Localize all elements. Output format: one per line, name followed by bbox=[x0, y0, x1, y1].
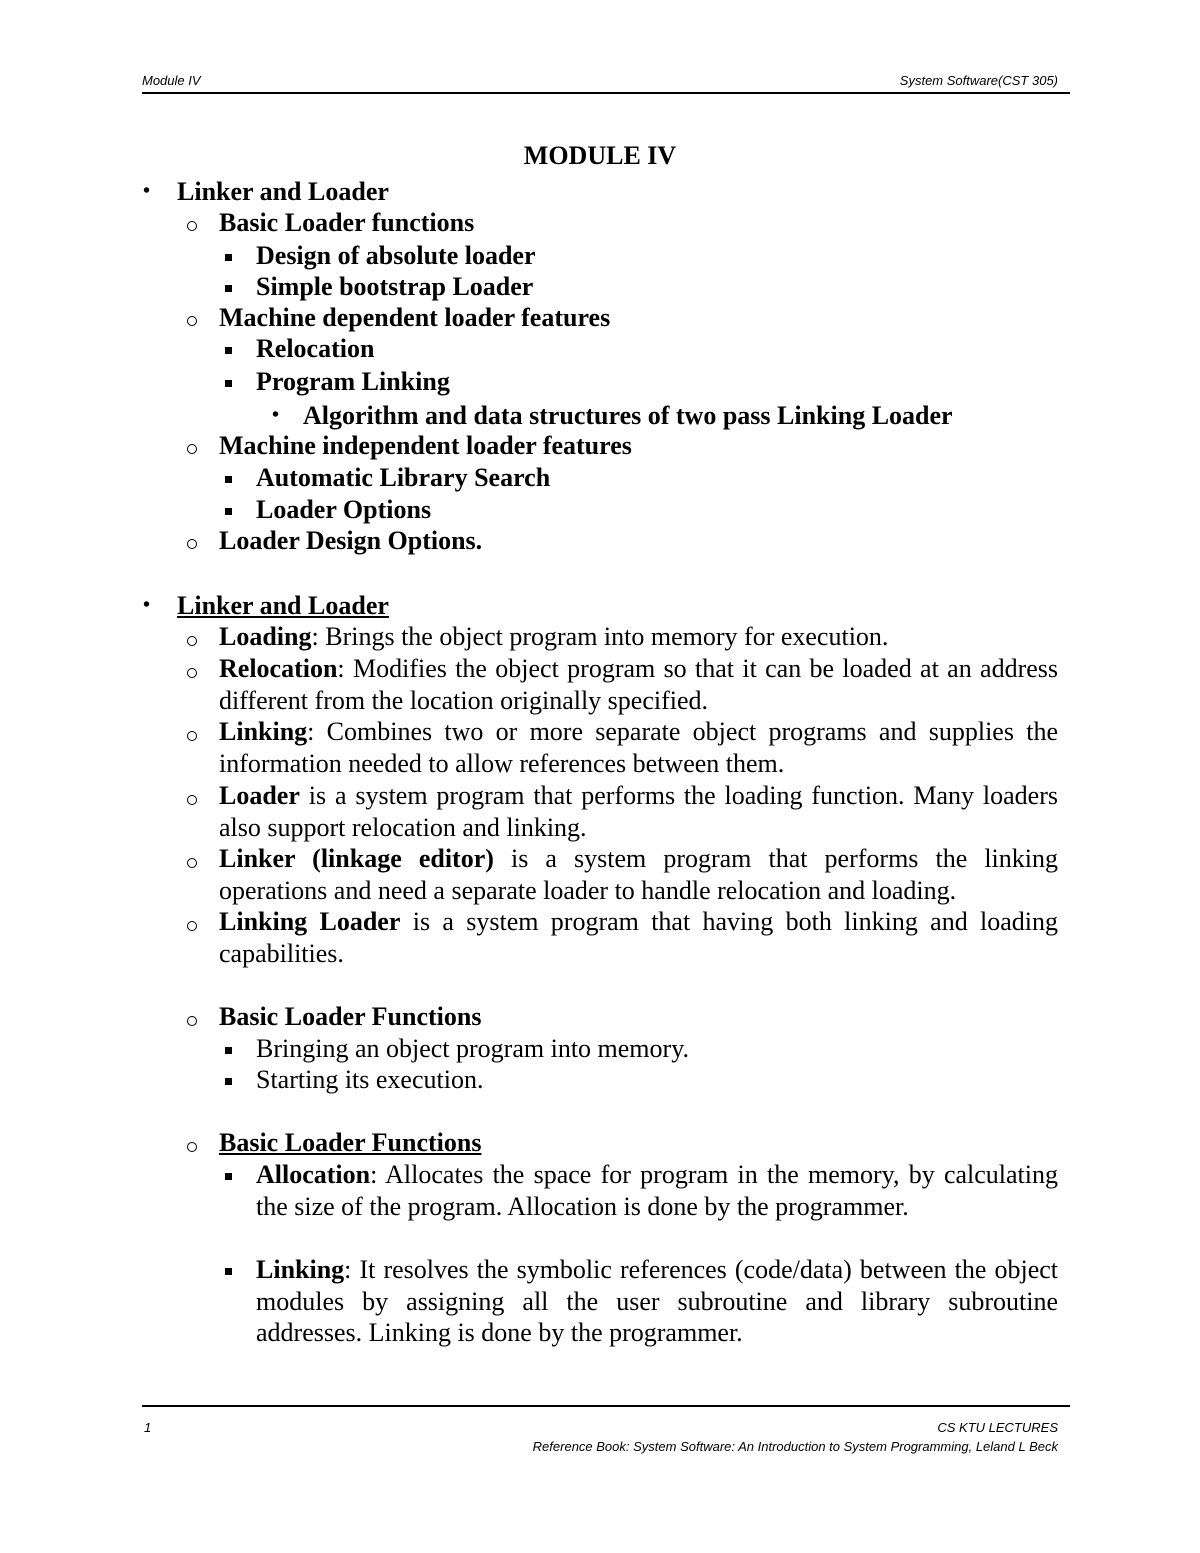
bullet-square bbox=[225, 254, 232, 261]
bullet-circle bbox=[187, 668, 197, 678]
term: Linking Loader bbox=[219, 907, 401, 936]
item-relocation bbox=[219, 653, 1058, 716]
list-item: Starting its execution. bbox=[256, 1065, 484, 1094]
footer-right-line1: CS KTU LECTURES bbox=[937, 1420, 1058, 1435]
item-loader bbox=[219, 780, 1058, 843]
bullet-square bbox=[225, 347, 232, 354]
outline-relocation: Relocation bbox=[256, 334, 375, 363]
outline-machine-dependent: Machine dependent loader features bbox=[219, 303, 611, 332]
page-number: 1 bbox=[144, 1420, 152, 1435]
header-rule bbox=[142, 92, 1070, 94]
definition: is a system program that performs the loading function. Many loaders also support relocation and linking. bbox=[219, 781, 1058, 842]
bullet-square bbox=[225, 476, 232, 483]
section-heading-linker-loader: Linker and Loader bbox=[177, 591, 389, 620]
bullet-square bbox=[225, 508, 232, 515]
definition: is a system program that performs the linking operations and need a separate loader to handle relocation and loading. bbox=[219, 844, 1058, 905]
outline-algorithm-two-pass: Algorithm and data structures of two pass Linking Loader bbox=[303, 401, 953, 430]
section-heading-basic-loader-functions-2: Basic Loader Functions bbox=[219, 1128, 482, 1157]
footer-rule bbox=[142, 1405, 1070, 1407]
definition: is a system program that having both linking and loading capabilities. bbox=[219, 907, 1059, 968]
header-right: System Software(CST 305) bbox=[899, 73, 1058, 88]
page-header bbox=[142, 73, 1070, 91]
bullet-square bbox=[225, 1173, 232, 1180]
header-left: Module IV bbox=[142, 73, 201, 88]
bullet-circle bbox=[187, 636, 197, 646]
item-linking-loader bbox=[219, 906, 1058, 969]
bullet-circle bbox=[187, 858, 197, 868]
outline-basic-loader-functions: Basic Loader functions bbox=[219, 208, 475, 237]
outline-linker-loader: Linker and Loader bbox=[177, 177, 389, 206]
bullet-circle bbox=[187, 316, 197, 326]
definition: : Modifies the object program so that it can be loaded at an address different from the location originally specified. bbox=[219, 654, 1058, 715]
outline-loader-design-options: Loader Design Options. bbox=[219, 526, 483, 555]
bullet-square bbox=[225, 1268, 232, 1275]
term: Linking bbox=[256, 1255, 345, 1284]
outline-machine-independent: Machine independent loader features bbox=[219, 431, 632, 460]
bullet-circle bbox=[187, 731, 197, 741]
bullet-disc: • bbox=[272, 404, 280, 426]
bullet-circle bbox=[187, 221, 197, 231]
term: Linking bbox=[219, 717, 308, 746]
bullet-circle bbox=[187, 444, 197, 454]
bullet-square bbox=[225, 380, 232, 387]
bullet-disc: • bbox=[143, 180, 151, 202]
outline-design-absolute-loader: Design of absolute loader bbox=[256, 241, 536, 270]
bullet-square bbox=[225, 285, 232, 292]
definition: : It resolves the symbolic references (code/data) between the object modules by assigning all the user subroutine and library subroutine addresses. Linking is done by the programmer. bbox=[256, 1255, 1058, 1347]
outline-loader-options: Loader Options bbox=[256, 495, 432, 524]
section-heading-basic-loader-functions: Basic Loader Functions bbox=[219, 1002, 482, 1031]
definition: : Allocates the space for program in the memory, by calculating the size of the program. Allocation is done by the programmer. bbox=[256, 1160, 1058, 1221]
bullet-square bbox=[225, 1078, 232, 1085]
bullet-circle bbox=[187, 539, 197, 549]
term: Loading bbox=[219, 622, 312, 651]
list-item: Bringing an object program into memory. bbox=[256, 1034, 689, 1063]
bullet-circle bbox=[187, 1142, 197, 1152]
definition: : Combines two or more separate object programs and supplies the information needed to allow references between them. bbox=[219, 717, 1058, 778]
page-title: MODULE IV bbox=[523, 141, 677, 170]
footer-right-line2: Reference Book: System Software: An Introduction to System Programming, Leland L Beck bbox=[532, 1439, 1058, 1454]
item-linker bbox=[219, 843, 1058, 906]
bullet-circle bbox=[187, 921, 197, 931]
term: Loader bbox=[219, 781, 300, 810]
definition: : Brings the object program into memory for execution. bbox=[311, 622, 889, 651]
outline-simple-bootstrap-loader: Simple bootstrap Loader bbox=[256, 272, 534, 301]
term: Linker (linkage editor) bbox=[219, 844, 494, 873]
item-linking-2 bbox=[256, 1254, 1058, 1349]
bullet-square bbox=[225, 1047, 232, 1054]
item-loading bbox=[219, 621, 1058, 653]
bullet-circle bbox=[187, 1016, 197, 1026]
outline-program-linking: Program Linking bbox=[256, 367, 450, 396]
bullet-circle bbox=[187, 795, 197, 805]
bullet-disc: • bbox=[143, 594, 151, 616]
outline-automatic-library-search: Automatic Library Search bbox=[256, 463, 551, 492]
term: Relocation bbox=[219, 654, 338, 683]
item-linking bbox=[219, 716, 1058, 779]
item-allocation bbox=[256, 1159, 1058, 1222]
term: Allocation bbox=[256, 1160, 371, 1189]
